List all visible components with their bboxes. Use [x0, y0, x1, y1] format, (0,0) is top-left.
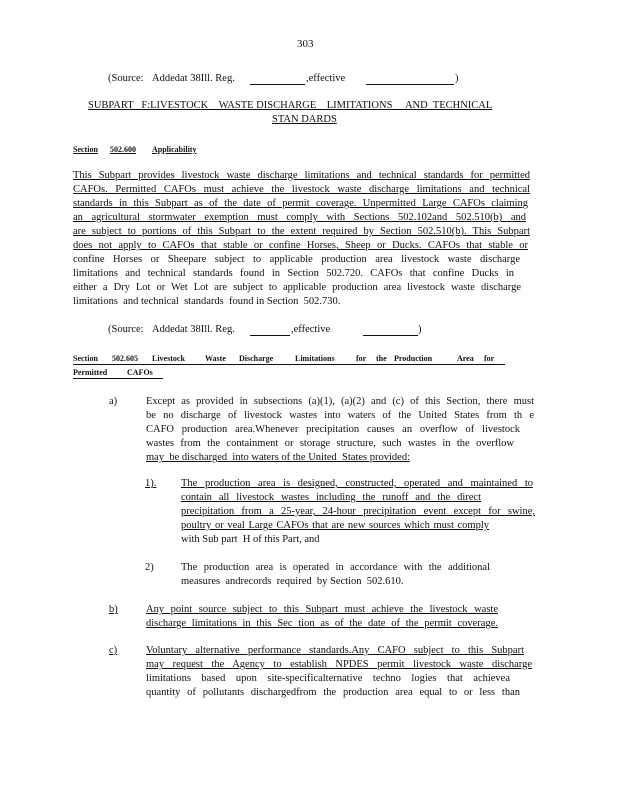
paragraph-line: Voluntary alternative performance standards.Any CAFO subject to this Subpart — [146, 645, 524, 656]
paragraph-line: with Sub part H of this Part, and — [181, 534, 320, 545]
section-number: 502.600 — [110, 145, 136, 154]
paragraph-line: may be discharged into waters of the United States provided: — [146, 452, 410, 463]
paragraph-line: discharge limitations in this Sec tion as of the date of the permit coverage. — [146, 618, 498, 629]
paragraph-line: contain all livestock wastes including the runoff and the direct — [181, 492, 481, 503]
heading-word: Area — [457, 354, 474, 363]
source-label: (Source: — [108, 324, 144, 335]
heading-word: Waste — [205, 354, 226, 363]
paragraph-line: Any point source subject to this Subpart must achieve the livestock waste — [146, 604, 498, 615]
page-number: 303 — [297, 38, 314, 50]
paragraph-line: The production area is designed, constructed, operated and maintained to — [181, 478, 533, 489]
body-line: CAFOs. Permitted CAFOs must achieve the livestock waste discharge limitations and technical — [73, 184, 530, 195]
paragraph-marker: 1). — [145, 478, 157, 489]
subpart-heading-cont: STAN DARDS — [272, 114, 337, 125]
paragraph-marker: b) — [109, 604, 118, 615]
heading-word: for — [356, 354, 367, 363]
paragraph-line: Except as provided in subsections (a)(1), (a)(2) and (c) of this Section, there must — [146, 396, 534, 407]
source-close: ) — [418, 324, 422, 335]
body-line: either a Dry Lot or Wet Lot are subject to applicable production area livestock waste discharge — [73, 282, 521, 293]
body-line: This Subpart provides livestock waste discharge limitations and technical standards for permitted — [73, 170, 530, 181]
paragraph-line: measures andrecords required by Section 502.610. — [181, 576, 404, 587]
source-label: (Source: — [108, 73, 144, 84]
heading-word: Discharge — [239, 354, 274, 363]
heading-word: Production — [394, 354, 433, 363]
subpart-heading: SUBPART F:LIVESTOCK WASTE DISCHARGE LIMITATIONS AND TECHNICAL — [88, 100, 493, 111]
blank-line — [250, 335, 290, 336]
body-line: are subject to portions of this Subpart to the extent required by Section 502.510(b). This Subpart — [73, 226, 530, 237]
heading-word: for — [484, 354, 495, 363]
blank-line — [363, 335, 418, 336]
heading-word: the — [376, 354, 387, 363]
source-close: ) — [455, 73, 459, 84]
heading-word: CAFOs — [127, 368, 153, 377]
body-line: limitations and technical standards found in Section 502.730. — [73, 296, 341, 307]
blank-line — [366, 84, 454, 85]
paragraph-line: may request the Agency to establish NPDES permit livestock waste discharge — [146, 659, 532, 670]
body-line: confine Horses or Sheepare subject to applicable production area livestock waste discharge — [73, 254, 520, 265]
body-line: does not apply to CAFOs that stable or confine Horses, Sheep or Ducks. CAFOs that stable or — [73, 240, 528, 251]
source-text: Addedat 38Ill. Reg. — [152, 324, 235, 335]
body-line: standards in this Subpart as of the date of permit coverage. Unpermitted Large CAFOs claiming — [73, 198, 528, 209]
paragraph-line: poultry or veal Large CAFOs that are new sources which must comply — [181, 520, 489, 531]
source-effective: ,effective — [306, 73, 346, 84]
heading-word: Section — [73, 354, 98, 363]
paragraph-line: precipitation from a 25-year, 24-hour precipitation event except for swine, — [181, 506, 535, 517]
heading-word: 502.605 — [112, 354, 138, 363]
heading-word: Livestock — [152, 354, 185, 363]
source-text: Addedat 38Ill. Reg. — [152, 73, 235, 84]
body-line: limitations and technical standards found in Section 502.720. CAFOs that confine Ducks in — [73, 268, 514, 279]
blank-line — [250, 84, 305, 85]
heading-word: Limitations — [295, 354, 335, 363]
section-label: Section — [73, 145, 98, 154]
paragraph-line: CAFO production area.Whenever precipitation causes an overflow of livestock — [146, 424, 520, 435]
paragraph-line: wastes from the containment or storage structure, such wastes in the overflow — [146, 438, 514, 449]
paragraph-line: The production area is operated in accordance with the additional — [181, 562, 490, 573]
paragraph-marker: a) — [109, 396, 118, 407]
paragraph-line: be no discharge of livestock wastes into waters of the United States from th e — [146, 410, 534, 421]
paragraph-line: quantity of pollutants dischargedfrom the production area equal to or less than — [146, 687, 520, 698]
body-line: an agricultural stormwater exemption must comply with Sections 502.102and 502.510(b) and — [73, 212, 526, 223]
section-title: Applicability — [152, 145, 197, 154]
paragraph-line: limitations based upon site-specificalternative techno logies that achievea — [146, 673, 510, 684]
heading-word: Permitted — [73, 368, 108, 377]
paragraph-marker: 2) — [145, 562, 154, 573]
paragraph-marker: c) — [109, 645, 118, 656]
source-effective: ,effective — [291, 324, 331, 335]
